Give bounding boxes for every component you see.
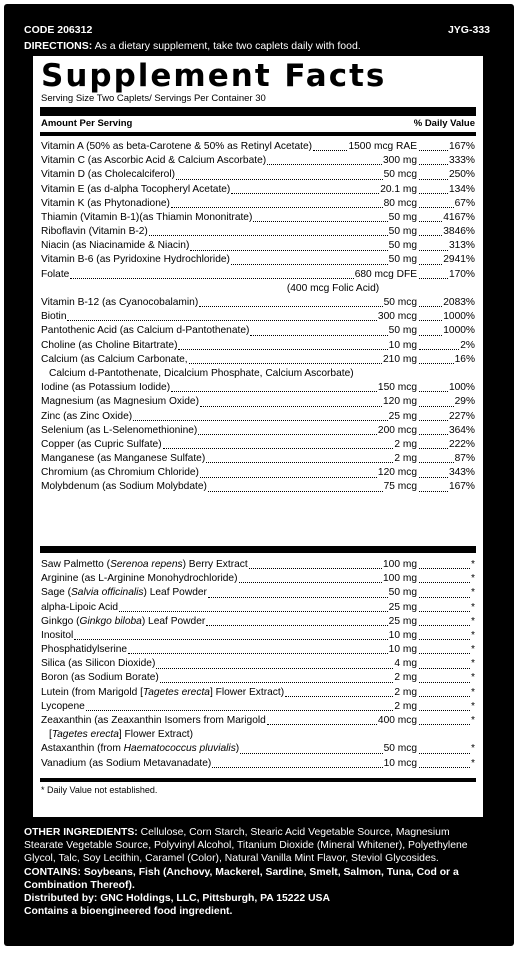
ingredient-name: Zeaxanthin (as Zeaxanthin Isomers from Marigold: [41, 715, 266, 727]
ingredient-name: Pantothenic Acid (as Calcium d-Pantothenate): [41, 325, 250, 337]
leader-dots: [176, 179, 383, 180]
ingredient-name: Arginine (as L-Arginine Monohydrochloride): [41, 573, 238, 585]
ingredient-amount: 2 mg: [394, 438, 417, 450]
facts-row: [41, 197, 475, 211]
ingredient-name: alpha-Lipoic Acid: [41, 601, 119, 613]
daily-value: 313%: [417, 239, 475, 253]
leader-dots: [267, 164, 382, 165]
facts-row: [41, 154, 475, 168]
ingredient-amount: 100 mg: [383, 573, 417, 585]
facts-row: [41, 183, 475, 197]
daily-value: 3846%: [417, 225, 475, 239]
daily-value: *: [417, 757, 475, 771]
facts-row: [41, 410, 475, 424]
supplement-label: [4, 4, 514, 946]
thick-rule-top: [40, 107, 476, 116]
ingredient-name: Vitamin K (as Phytonadione): [41, 197, 170, 209]
facts-row: [41, 572, 475, 586]
allergen-contains: CONTAINS: Soybeans, Fish (Anchovy, Mackerel, Sardine, Smelt, Salmon, Tuna, Cod or a Combination Thereof).: [24, 866, 459, 891]
ingredient-name: Vitamin D (as Cholecalciferol): [41, 169, 175, 181]
leader-dots: [171, 207, 383, 208]
other-ingredients: OTHER INGREDIENTS: Cellulose, Corn Starch, Stearic Acid Vegetable Source, Magnesium Stearate Vegetable Source, Polyvinyl Alcohol, Titanium Dioxide (Mineral Whitener), Polyethylene Glycol, Talc, Soy Lecithin, Caramel (Color), Natural Vanilla Mint Flavor, Steviol Glycosides.: [24, 827, 468, 865]
ingredient-amount: 10 mcg: [383, 757, 417, 769]
ingredient-name: Magnesium (as Magnesium Oxide): [41, 396, 199, 408]
product-code: CODE 206312: [24, 24, 93, 36]
vitamin-rows: [41, 140, 475, 495]
calcium-note: Calcium d-Pantothenate, Dicalcium Phosphate, Calcium Ascorbate): [49, 368, 354, 379]
daily-value: 222%: [417, 438, 475, 452]
leader-dots: [171, 391, 377, 392]
leader-dots: [190, 250, 387, 251]
ingredient-name: Copper (as Cupric Sulfate): [41, 438, 162, 450]
folate-note: (400 mcg Folic Acid): [286, 282, 380, 294]
leader-dots: [231, 264, 388, 265]
ingredient-name: Zinc (as Zinc Oxide): [41, 410, 133, 422]
leader-dots: [86, 710, 394, 711]
daily-value: *: [417, 700, 475, 714]
ingredient-name: Molybdenum (as Sodium Molybdate): [41, 481, 207, 493]
ingredient-amount: 50 mcg: [383, 743, 417, 755]
leader-dots: [67, 320, 376, 321]
ingredient-amount: 120 mcg: [377, 467, 417, 479]
ingredient-name: Vitamin B-6 (as Pyridoxine Hydrochloride): [41, 254, 230, 266]
ingredient-amount: 120 mg: [383, 396, 417, 408]
label-topline: [24, 24, 490, 37]
ingredient-name: Vitamin A (50% as beta-Carotene & 50% as Retinyl Acetate): [41, 140, 313, 152]
facts-row: [41, 657, 475, 671]
daily-value: *: [417, 657, 475, 671]
leader-dots: [206, 462, 393, 463]
leader-dots: [199, 306, 382, 307]
daily-value: *: [417, 672, 475, 686]
daily-value: 250%: [417, 168, 475, 182]
directions-text: As a dietary supplement, take two caplets daily with food.: [92, 40, 361, 52]
facts-row: [41, 615, 475, 629]
ingredient-amount: 50 mg: [388, 211, 417, 223]
ingredient-amount: 200 mcg: [377, 424, 417, 436]
ingredient-amount: 25 mg: [388, 601, 417, 613]
leader-dots: [156, 668, 393, 669]
ingredient-name: Ginkgo (Ginkgo biloba) Leaf Powder: [41, 615, 206, 627]
facts-row: [41, 381, 475, 395]
leader-dots: [250, 335, 387, 336]
other-ingredient-list-2: [41, 742, 475, 770]
ingredient-name: Saw Palmetto (Serenoa repens) Berry Extract: [41, 558, 248, 570]
facts-row: [41, 211, 475, 225]
ingredient-name: Vitamin E (as d-alpha Tocopheryl Acetate): [41, 183, 231, 195]
ingredient-name: Astaxanthin (from Haematococcus pluvialis): [41, 743, 240, 755]
ingredient-name: Phosphatidylserine: [41, 644, 128, 656]
ingredient-name: Thiamin (Vitamin B-1)(as Thiamin Mononitrate): [41, 211, 253, 223]
daily-value: *: [417, 714, 475, 728]
facts-row: [41, 601, 475, 615]
leader-dots: [200, 477, 377, 478]
daily-value: 2083%: [417, 296, 475, 310]
dv-header: % Daily Value: [413, 118, 475, 129]
facts-row: [41, 268, 475, 282]
ingredient-name: Vanadium (as Sodium Metavanadate): [41, 757, 212, 769]
leader-dots: [119, 611, 388, 612]
leader-dots: [133, 420, 388, 421]
ingredient-amount: 10 mg: [388, 644, 417, 656]
leader-dots: [231, 193, 379, 194]
facts-row: [41, 558, 475, 572]
facts-row: [41, 140, 475, 154]
other-rows: [41, 558, 475, 771]
daily-value: 343%: [417, 466, 475, 480]
facts-row: [41, 672, 475, 686]
ingredient-amount: 10 mg: [388, 629, 417, 641]
amount-header: Amount Per Serving: [41, 118, 133, 129]
daily-value: 167%: [417, 140, 475, 154]
daily-value: 170%: [417, 268, 475, 282]
ingredient-name: Silica (as Silicon Dioxide): [41, 658, 156, 670]
ingredient-name: Folate: [41, 268, 70, 280]
daily-value: 2941%: [417, 254, 475, 268]
ingredient-amount: 400 mcg: [377, 715, 417, 727]
ingredient-name: Choline (as Choline Bitartrate): [41, 339, 178, 351]
leader-dots: [253, 221, 387, 222]
leader-dots: [149, 235, 388, 236]
thick-rule-mid: [40, 546, 476, 553]
ingredient-amount: 2 mg: [394, 686, 417, 698]
leader-dots: [240, 753, 382, 754]
ingredient-amount: 80 mcg: [383, 197, 417, 209]
ingredient-name: Manganese (as Manganese Sulfate): [41, 453, 206, 465]
facts-row: [41, 395, 475, 409]
daily-value: *: [417, 615, 475, 629]
daily-value: 1000%: [417, 310, 475, 324]
leader-dots: [267, 724, 377, 725]
ingredient-name: Inositol: [41, 629, 74, 641]
ingredient-amount: 50 mg: [388, 587, 417, 599]
daily-value: 333%: [417, 154, 475, 168]
ingredient-amount: 150 mcg: [377, 382, 417, 394]
distributor: Distributed by: GNC Holdings, LLC, Pittsburgh, PA 15222 USA: [24, 893, 330, 905]
ingredient-amount: 50 mg: [388, 325, 417, 337]
zeaxanthin-note: [Tagetes erecta] Flower Extract): [49, 729, 194, 741]
daily-value: *: [417, 686, 475, 700]
leader-dots: [160, 682, 394, 683]
ingredient-amount: 50 mg: [388, 226, 417, 238]
daily-value: *: [417, 629, 475, 643]
ingredient-amount: 4 mg: [394, 658, 417, 670]
daily-value: 2%: [417, 339, 475, 353]
daily-value: 227%: [417, 410, 475, 424]
facts-row: [41, 757, 475, 771]
leader-dots: [212, 767, 382, 768]
ingredient-amount: 300 mg: [383, 155, 417, 167]
column-header: [41, 118, 475, 130]
leader-dots: [189, 363, 382, 364]
leader-dots: [249, 568, 382, 569]
leader-dots: [70, 278, 353, 279]
ingredient-amount: 50 mg: [388, 254, 417, 266]
ingredient-name: Biotin: [41, 311, 67, 323]
daily-value: *: [417, 643, 475, 657]
facts-row: [41, 324, 475, 338]
daily-value: 100%: [417, 381, 475, 395]
thick-rule-header: [40, 132, 476, 136]
leader-dots: [178, 349, 387, 350]
supplement-facts-panel: [33, 56, 483, 817]
ingredient-amount: 25 mg: [388, 615, 417, 627]
lot-code: JYG-333: [447, 24, 490, 36]
ingredient-amount: 50 mcg: [383, 297, 417, 309]
ingredient-name: Vitamin B-12 (as Cyanocobalamin): [41, 297, 199, 309]
leader-dots: [285, 696, 393, 697]
leader-dots: [200, 406, 382, 407]
facts-row: [41, 353, 475, 367]
ingredient-name: Lycopene: [41, 700, 85, 712]
facts-row: [41, 742, 475, 756]
ingredient-name: Sage (Salvia officinalis) Leaf Powder: [41, 587, 207, 599]
ingredient-amount: 1500 mcg RAE: [348, 140, 417, 152]
ingredient-amount: 2 mg: [394, 700, 417, 712]
ingredient-amount: 25 mg: [388, 410, 417, 422]
ingredient-name: Niacin (as Niacinamide & Niacin): [41, 240, 190, 252]
daily-value: *: [417, 586, 475, 600]
facts-row: [41, 586, 475, 600]
ingredient-amount: 10 mg: [388, 339, 417, 351]
ingredient-name: Calcium (as Calcium Carbonate,: [41, 353, 188, 365]
facts-row: [41, 310, 475, 324]
serving-info: Serving Size Two Caplets/ Servings Per Container 30: [41, 93, 266, 104]
directions-label: DIRECTIONS:: [24, 40, 93, 52]
ingredient-amount: 210 mg: [383, 353, 417, 365]
ingredient-amount: 2 mg: [394, 672, 417, 684]
leader-dots: [74, 639, 387, 640]
facts-row: [41, 438, 475, 452]
daily-value: 87%: [417, 452, 475, 466]
ingredient-amount: 50 mg: [388, 240, 417, 252]
directions: [24, 40, 490, 53]
leader-dots: [198, 434, 377, 435]
ingredient-name: Lutein (from Marigold [Tagetes erecta] Flower Extract): [41, 686, 285, 698]
leader-dots: [163, 448, 394, 449]
ingredient-amount: 50 mcg: [383, 169, 417, 181]
daily-value: 364%: [417, 424, 475, 438]
daily-value: 67%: [417, 197, 475, 211]
ingredient-amount: 75 mcg: [383, 481, 417, 493]
vitamin-list-2: [41, 296, 475, 367]
leader-dots: [206, 625, 387, 626]
other-ingredient-list: [41, 558, 475, 728]
daily-value: *: [417, 572, 475, 586]
facts-row: [41, 452, 475, 466]
ingredient-name: Boron (as Sodium Borate): [41, 672, 159, 684]
ingredient-amount: 2 mg: [394, 453, 417, 465]
facts-row: [41, 424, 475, 438]
facts-row: [41, 629, 475, 643]
facts-row: [41, 168, 475, 182]
daily-value: 134%: [417, 183, 475, 197]
facts-row: [41, 466, 475, 480]
ingredient-name: Vitamin C (as Ascorbic Acid & Calcium Ascorbate): [41, 155, 267, 167]
leader-dots: [208, 597, 388, 598]
facts-row: [41, 481, 475, 495]
daily-value: *: [417, 601, 475, 615]
daily-value: 16%: [417, 353, 475, 367]
footnote: * Daily Value not established.: [41, 785, 158, 795]
leader-dots: [239, 582, 383, 583]
leader-dots: [128, 653, 388, 654]
ingredient-name: Iodine (as Potassium Iodide): [41, 382, 171, 394]
ingredient-amount: 680 mcg DFE: [354, 268, 417, 280]
facts-row: [41, 296, 475, 310]
ingredient-name: Chromium (as Chromium Chloride): [41, 467, 199, 479]
facts-row: [41, 225, 475, 239]
bottom-info: [24, 826, 488, 918]
facts-row: [41, 686, 475, 700]
ingredient-amount: 300 mcg: [377, 311, 417, 323]
daily-value: 4167%: [417, 211, 475, 225]
ingredient-name: Riboflavin (Vitamin B-2): [41, 226, 148, 238]
daily-value: *: [417, 558, 475, 572]
facts-row: [41, 700, 475, 714]
facts-row: [41, 643, 475, 657]
daily-value: 29%: [417, 395, 475, 409]
facts-row: [41, 339, 475, 353]
vitamin-list: [41, 140, 475, 282]
leader-dots: [313, 150, 347, 151]
daily-value: 167%: [417, 481, 475, 495]
ingredient-amount: 20.1 mg: [380, 183, 417, 195]
facts-row: [41, 714, 475, 728]
facts-row: [41, 254, 475, 268]
ingredient-amount: 100 mg: [383, 558, 417, 570]
daily-value: *: [417, 742, 475, 756]
thick-rule-bottom: [40, 778, 476, 782]
bioengineered-notice: Contains a bioengineered food ingredient.: [24, 906, 233, 918]
leader-dots: [208, 491, 383, 492]
mineral-list: [41, 381, 475, 495]
facts-row: [41, 239, 475, 253]
facts-title: Supplement Facts: [41, 58, 387, 94]
daily-value: 1000%: [417, 324, 475, 338]
ingredient-name: Selenium (as L-Selenomethionine): [41, 424, 198, 436]
